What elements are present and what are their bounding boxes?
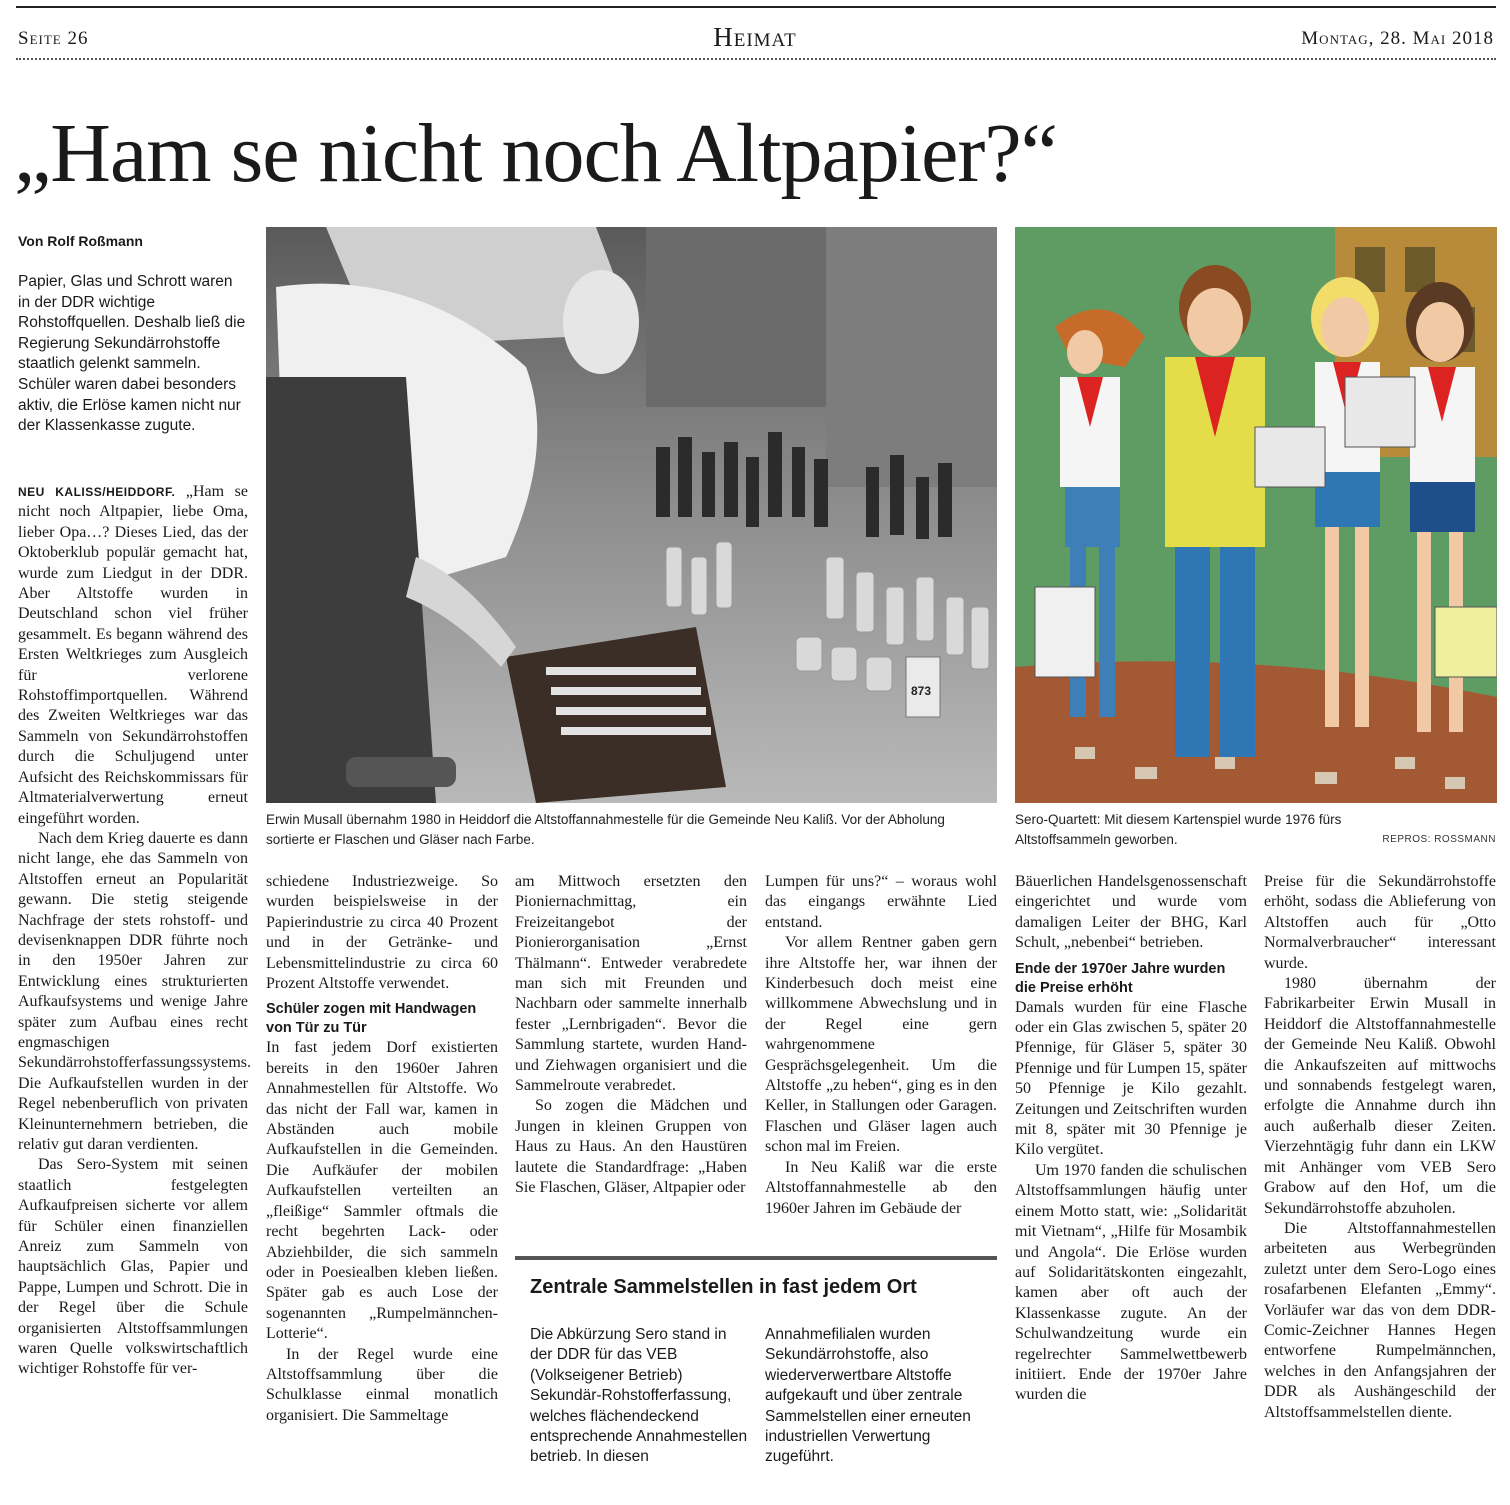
infobox-text-left: Die Abkürzung Sero stand in der DDR für das VEB (Volkseigener Betrieb) Sekundär-Rohstofferfassung, welches flächendeckend entsprechende Annahmestellen betrieb. In diesen bbox=[530, 1326, 748, 1466]
photo-credit: REPROS: ROSSMANN bbox=[1382, 834, 1496, 845]
article-column-3 bbox=[515, 872, 747, 1199]
section-title: Heimat bbox=[713, 22, 797, 52]
dateline: NEU KALISS/HEIDDORF. bbox=[18, 485, 176, 499]
paragraph: In Neu Kaliß war die erste Altstoffannahmestelle ab den 1960er Jahren im Gebäude der bbox=[765, 1158, 997, 1217]
byline: Von Rolf Roßmann bbox=[18, 233, 143, 249]
article-column-2 bbox=[266, 872, 498, 1426]
paragraph: schiedene Industriezweige. So wurden beispielsweise in der Papierindustrie zu circa 40 Prozent und in der Getränke- und Lebensmittelindustrie zu circa 60 Prozent Altstoffe verwendet. bbox=[266, 873, 498, 993]
subheading: Ende der 1970er Jahre wurden die Preise erhöht bbox=[1015, 960, 1226, 996]
illustration-caption: Sero-Quartett: Mit diesem Kartenspiel wurde 1976 fürs Altstoffsammeln geworben. bbox=[1015, 812, 1342, 847]
top-rule bbox=[16, 6, 1496, 8]
infobox-title: Zentrale Sammelstellen in fast jedem Ort bbox=[530, 1276, 917, 1298]
paragraph: NEU KALISS/HEIDDORF. „Ham se nicht noch Altpapier, liebe Oma, lieber Opa…? Dieses Lied, das der Oktoberklub populär gemacht hat, wurde zum Liedgut in der DDR. Aber Altstoffe wurden in Deutschland schon viel früher gesammelt. Es begann während des Ersten Weltkrieges zum Ausgleich für verlorene Rohstoffimportquellen. Während des Zweiten Weltkrieges war das Sammeln von Sekundärrohstoffen durch die Schuljugend unter Aufsicht des Reichskommissars für Altmaterialverwertung erneut eingeführt worden. bbox=[18, 483, 248, 827]
subheading: Schüler zogen mit Handwagen von Tür zu Tür bbox=[266, 1001, 477, 1037]
infobox-text-right: Annahmefilialen wurden Sekundärrohstoffe, also wiederverwertbare Altstoffe aufgekauft und über zentrale Sammelstellen einer erneuten industriellen Verwertung zugeführt. bbox=[765, 1326, 971, 1466]
paragraph: So zogen die Mädchen und Jungen in kleinen Gruppen von Haus zu Haus. An den Haustüren lautete die Standardfrage: „Haben Sie Flaschen, Gläser, Altpapier oder bbox=[515, 1097, 747, 1197]
paragraph: 1980 übernahm der Fabrikarbeiter Erwin Musall in Heiddorf die Altstoffannahmestelle der Gemeinde Neu Kaliß. Obwohl die Ankaufszeiten auf mittwochs und sonnabends festgelegt waren, erfolgte die Annahme durch ihn auch außerhalb dieser Zeiten. Vierzehntägig fuhr dann ein LKW mit Anhänger vom VEB Sero Grabow auf den Hof, um die Sekundärrohstoffe abzuholen. bbox=[1264, 975, 1496, 1217]
paragraph: Damals wurden für eine Flasche oder ein Glas zwischen 5, später 20 Pfennige, für Gläser 5, später 30 Pfennige und für Lumpen 15, später 50 Pfennige je Kilo gezahlt. Zeitungen und Zeitschriften wurden mit 8, später mit 30 Pfennige je Kilo vergütet. bbox=[1015, 998, 1247, 1159]
paragraph: In fast jedem Dorf existierten bereits in den 1960er Jahren Annahmestellen für Altstoffe. Wo das nicht der Fall war, kamen in Abständen auch mobile Aufkaufstellen in die Gemeinden. Die Aufkäufer der mobilen Aufkaufstellen verteilten an „fleißige“ Sammler oftmals die recht begehrten Lack- oder Abziehbilder, die sich sammeln oder in Poesiealben kleben ließen. Später gab es auch Lose der sogenannten „Rumpelmännchen-Lotterie“. bbox=[266, 1039, 498, 1343]
infobox-rule bbox=[515, 1256, 997, 1260]
lead-paragraph: Papier, Glas und Schrott waren in der DDR wichtige Rohstoffquellen. Deshalb ließ die Regierung Sekundärrohstoffe staatlich gelenkt sammeln. Schüler waren dabei besonders aktiv, die Erlöse kamen nicht nur der Klassenkasse zugute. bbox=[18, 273, 246, 435]
paragraph: Das Sero-System mit seinen staatlich festgelegten Aufkaufpreisen sicherte vor allem für Schüler einen finanziellen Anreiz zum Sammeln von hauptsächlich Glas, Papier und Pappe, Lumpen und Schrott. Die in der Regel über die Schule organisierten Altstoffsammlungen waren Quelle volkswirtschaftlich wichtiger Rohstoffe für ver- bbox=[18, 1156, 248, 1378]
headline: „Ham se nicht noch Altpapier?“ bbox=[14, 107, 1057, 200]
article-column-1 bbox=[18, 482, 252, 1380]
dotted-rule bbox=[16, 58, 1496, 60]
paragraph: Vor allem Rentner gaben gern ihre Altstoffe her, war ihnen der Kinderbesuch doch meist eine willkommene Abwechslung und in der Regel eine gern wahrgenommene Gesprächsgelegenheit. Um die Altstoffe „zu heben“, ging es in den Keller, in Stallungen oder Garagen. Flaschen und Gläser lagen auch schon mal im Freien. bbox=[765, 934, 997, 1156]
paragraph: Nach dem Krieg dauerte es dann nicht lange, ehe das Sammeln von Altstoffen erneut an Popularität gewann. Die stetig steigende Nachfrage der stets rohstoff- und devisenknappen DDR führte noch in den 1950er Jahren zur Entwicklung eines strukturierten Aufkaufsystems und wenige Jahre später zum Aufbau eines recht engmaschigen Sekundärrohstofferfassungssystems. Die Aufkaufstellen wurden in der Regel nebenberuflich von privaten Kleinunternehmern betrieben, die relativ gut daran verdienten. bbox=[18, 829, 252, 1153]
photo-caption: Erwin Musall übernahm 1980 in Heiddorf die Altstoffannahmestelle für die Gemeinde Neu Kaliß. Vor der Abholung sortierte er Flaschen und Gläser nach Farbe. bbox=[266, 812, 945, 847]
paragraph: Preise für die Sekundärrohstoffe erhöht, sodass die Ablieferung von Altstoffen auch für „Otto Normalverbraucher“ interessant wurde. bbox=[1264, 873, 1496, 972]
paragraph: Lumpen für uns?“ – woraus wohl das eingangs erwähnte Lied entstand. bbox=[765, 873, 997, 931]
paragraph: In der Regel wurde eine Altstoffsammlung über die Schulklasse einmal monatlich organisiert. Die Sammeltage bbox=[266, 1345, 498, 1424]
issue-date: Montag, 28. Mai 2018 bbox=[1301, 28, 1494, 49]
page-number: Seite 26 bbox=[18, 28, 89, 49]
photo-bottle-sorting bbox=[266, 227, 997, 803]
paragraph: Die Altstoffannahmestellen arbeiteten aus Werbegründen zuletzt unter dem Sero-Logo eines rosafarbenen Elefanten „Emmy“. Vorläufer war das von dem DDR-Comic-Zeichner Hannes Hegen entworfene Rumpelmännchen, welches in den Anfangsjahren der DDR als Aushängeschild der Altstoffsammelstellen diente. bbox=[1264, 1219, 1496, 1421]
paragraph: Bäuerlichen Handelsgenossenschaft eingerichtet und wurde vom damaligen Leiter der BHG, Karl Schult, „nebenbei“ betrieben. bbox=[1015, 873, 1247, 952]
paragraph: am Mittwoch ersetzten den Pioniernachmittag, ein Freizeitangebot der Pionierorganisation „Ernst Thälmann“. Entweder verabredete man sich mit Freunden und Nachbarn oder sammelte innerhalb fester „Lernbrigaden“. Bevor die Sammlung startete, wurden Hand- und Ziehwagen organisiert und die Sammelroute verabredet. bbox=[515, 873, 747, 1095]
illustration-sero-quartett bbox=[1015, 227, 1497, 803]
article-column-6 bbox=[1264, 872, 1496, 1423]
article-column-5 bbox=[1015, 872, 1247, 1406]
paragraph: Um 1970 fanden die schulischen Altstoffsammlungen häufig unter einem Motto statt, wie: „Solidarität mit Vietnam“, „Hilfe für Mosambik und Angola“. Die Erlöse wurden auf Solidaritätskonten eingezahlt, kamen aber oft auch der Klassenkasse zugute. An der Schulwandzeitung wurde ein regelrechter Sammelwettbewerb initiiert. Ende der 1970er Jahre wurden die bbox=[1015, 1161, 1247, 1404]
article-column-4 bbox=[765, 872, 997, 1219]
bottle-label: 873 bbox=[911, 684, 932, 698]
